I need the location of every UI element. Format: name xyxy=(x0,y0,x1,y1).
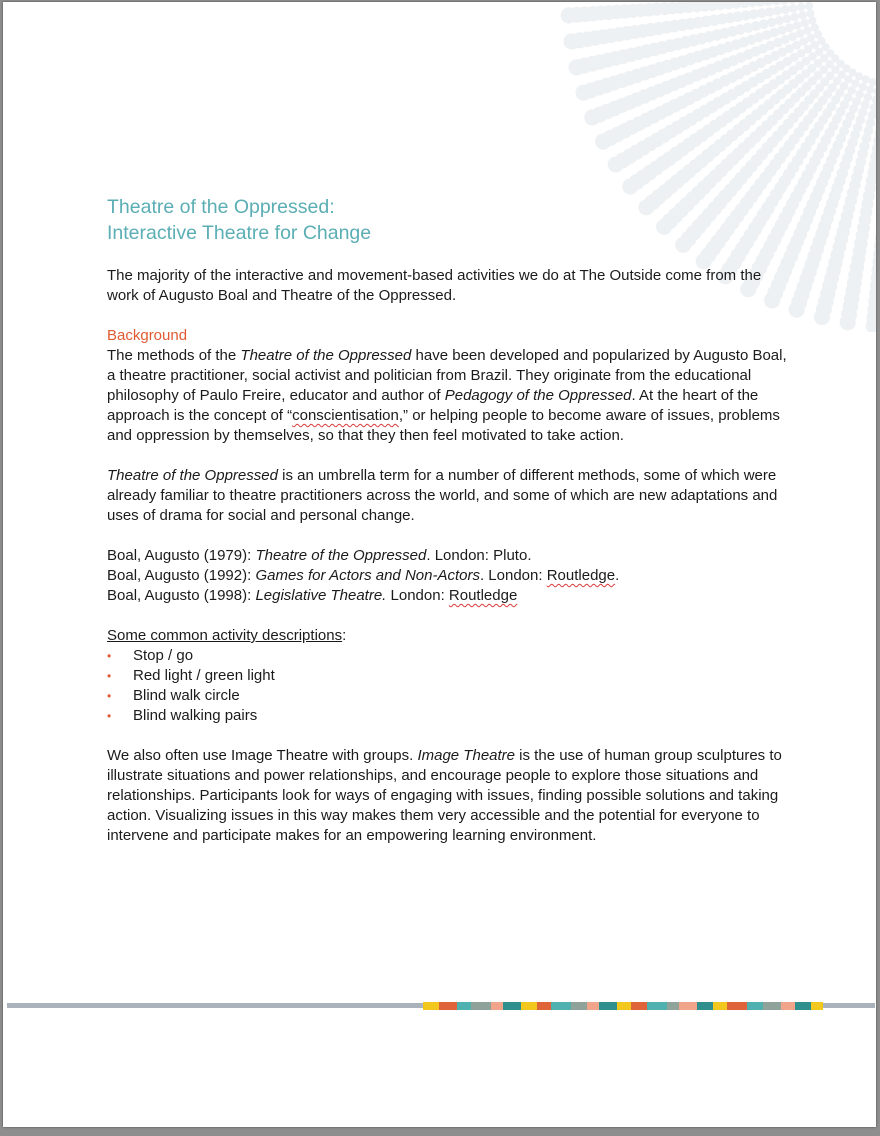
decoration-dot xyxy=(811,23,819,31)
decoration-dot xyxy=(788,2,797,4)
reference-item: Boal, Augusto (1992): Games for Actors and Non-Actors. London: Routledge. xyxy=(107,567,620,584)
bullet-icon: • xyxy=(107,669,112,683)
decoration-dot xyxy=(840,314,856,330)
footer-color-segment xyxy=(491,1002,503,1010)
activities-list xyxy=(107,646,787,726)
list-item: • Stop / go xyxy=(107,647,194,664)
decoration-dot xyxy=(803,26,811,34)
footer-color-segment xyxy=(727,1002,747,1010)
decoration-dot xyxy=(806,9,814,17)
decoration-dot xyxy=(805,2,813,10)
footer-color-segment xyxy=(571,1002,587,1010)
footer-color-segment xyxy=(679,1002,697,1010)
document-page xyxy=(3,2,876,1127)
decoration-dot xyxy=(780,2,789,5)
references-list xyxy=(107,546,787,606)
background-paragraph-1: The methods of the Theatre of the Oppressed have been developed and popularized by Augusto Boal, a theatre practitioner, social activist and politician from Brazil. They originate from the educational philosophy of Paulo Freire, educator and author of Pedagogy of the Oppressed. At the heart of the approach is the concept of “conscientisation,” or helping people to become aware of issues, problems and oppression by themselves, so that they then feel motivated to take action. xyxy=(107,347,787,444)
decoration-dot xyxy=(564,33,580,49)
list-item: • Red light / green light xyxy=(107,667,275,684)
decoration-dot xyxy=(864,93,873,102)
footer-color-segment xyxy=(471,1002,491,1010)
footer-color-segment xyxy=(667,1002,679,1010)
reference-item: Boal, Augusto (1998): Legislative Theatre. London: Routledge xyxy=(107,587,518,604)
decoration-dot xyxy=(622,178,638,194)
footer-color-segment xyxy=(551,1002,571,1010)
list-item: • Blind walk circle xyxy=(107,687,240,704)
document-body xyxy=(107,194,787,846)
decoration-dot xyxy=(859,83,867,91)
decoration-dot xyxy=(595,133,611,149)
footer-color-segment xyxy=(795,1002,811,1010)
decoration-dot xyxy=(584,109,600,125)
footer-color-segment xyxy=(781,1002,795,1010)
decoration-dot xyxy=(608,156,624,172)
footer-color-segment xyxy=(599,1002,617,1010)
footer-color-segment xyxy=(457,1002,471,1010)
footer-color-segment xyxy=(587,1002,599,1010)
decoration-dot xyxy=(781,5,790,14)
intro-paragraph: The majority of the interactive and movement-based activities we do at The Outside come from the work of Augusto Boal and Theatre of the Oppressed. xyxy=(107,267,762,304)
footer-color-segment xyxy=(617,1002,631,1010)
decoration-dot xyxy=(872,95,876,104)
footer-color-segment xyxy=(631,1002,647,1010)
list-item: • Blind walking pairs xyxy=(107,707,258,724)
footer-color-segment xyxy=(697,1002,713,1010)
decoration-dot xyxy=(791,13,800,22)
image-theatre-paragraph: We also often use Image Theatre with groups. Image Theatre is the use of human group sculptures to illustrate situations and power relationships, and encourage people to explore those situations and relationships. Participants look for ways of engaging with issues, finding possible solutions and taking action. Visualizing issues in this way makes them very accessible and the potential for everyone to intervene and participate makes for an empowering learning environment. xyxy=(107,747,782,844)
decoration-dot xyxy=(772,2,781,6)
decoration-dot xyxy=(866,86,874,94)
decoration-dot xyxy=(789,4,798,13)
footer-color-segment xyxy=(439,1002,457,1010)
decoration-dot xyxy=(798,11,806,19)
page-title xyxy=(107,194,787,246)
bullet-icon: • xyxy=(107,689,112,703)
footer-band xyxy=(7,1002,875,1010)
title-line-1: Theatre of the Oppressed: xyxy=(107,196,335,218)
footer-color-segment xyxy=(521,1002,537,1010)
decoration-dot xyxy=(808,17,816,25)
footer-color-segment xyxy=(647,1002,667,1010)
decoration-dot xyxy=(561,7,577,23)
decoration-dot xyxy=(797,3,805,11)
decoration-dot xyxy=(793,21,802,30)
decoration-dot xyxy=(575,85,591,101)
decoration-dot xyxy=(569,59,585,75)
decoration-dot xyxy=(783,14,792,23)
decoration-dot xyxy=(801,19,809,27)
decoration-dot xyxy=(875,128,877,138)
bullet-icon: • xyxy=(107,709,112,723)
background-paragraph-2: Theatre of the Oppressed is an umbrella term for a number of different methods, some of which were already familiar to theatre practitioners across the world, and some of which are new adaptations and uses of drama for social and personal change. xyxy=(107,467,778,524)
spellcheck-word: conscientisation xyxy=(292,407,399,424)
footer-color-segment xyxy=(713,1002,727,1010)
reference-item: Boal, Augusto (1979): Theatre of the Oppressed. London: Pluto. xyxy=(107,547,532,564)
decoration-dot xyxy=(814,309,830,325)
footer-color-segment xyxy=(747,1002,763,1010)
footer-color-segment xyxy=(537,1002,551,1010)
decoration-dot xyxy=(796,2,804,3)
footer-color-segment xyxy=(763,1002,781,1010)
decoration-dot xyxy=(789,302,805,318)
decoration-dot xyxy=(773,6,782,15)
background-heading: Background xyxy=(107,327,188,344)
bullet-icon: • xyxy=(107,649,112,663)
footer-color-segment xyxy=(503,1002,521,1010)
activities-heading: Some common activity descriptions: xyxy=(107,627,347,644)
footer-color-segment xyxy=(423,1002,439,1010)
footer-color-segment xyxy=(811,1002,823,1010)
title-line-2: Interactive Theatre for Change xyxy=(107,222,372,244)
